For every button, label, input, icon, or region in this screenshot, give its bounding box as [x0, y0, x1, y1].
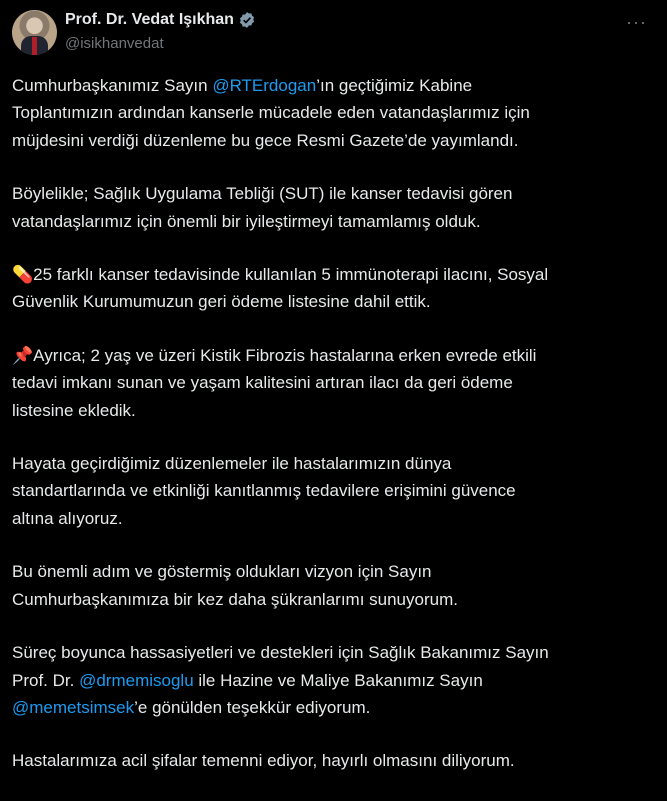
text-segment: Böylelikle; Sağlık Uygulama Tebliği (SUT) ile kanser tedavisi gören — [12, 184, 513, 204]
text-line — [12, 450, 652, 477]
tweet-paragraph — [12, 558, 652, 613]
text-segment: ile Hazine ve Maliye Bakanımız Sayın — [193, 670, 483, 690]
more-options-icon[interactable]: ··· — [626, 12, 647, 32]
text-segment: Cumhurbaşkanımıza bir kez daha şükranlarımı sunuyorum. — [12, 589, 458, 609]
text-line — [12, 72, 652, 99]
tweet-paragraph — [12, 342, 652, 424]
tweet-paragraph — [12, 450, 652, 532]
text-line — [12, 369, 652, 396]
text-line — [12, 586, 652, 613]
text-line — [12, 180, 652, 207]
author-name-row — [65, 11, 256, 29]
text-segment: Güvenlik Kurumumuzun geri ödeme listesine dahil ettik. — [12, 292, 431, 312]
text-line — [12, 639, 652, 666]
text-segment: ’ın geçtiğimiz Kabine — [316, 76, 473, 95]
text-segment: Cumhurbaşkanımız Sayın — [12, 76, 213, 95]
text-segment: altına alıyoruz. — [12, 508, 123, 528]
tweet-paragraph — [12, 261, 652, 316]
text-segment: müjdesini verdiği düzenleme bu gece Resmi Gazete’de yayımlandı. — [12, 130, 519, 150]
text-line — [12, 747, 652, 774]
tweet-paragraph — [12, 72, 652, 154]
text-segment: Hayata geçirdiğimiz düzenlemeler ile hastalarımızın dünya — [12, 454, 452, 474]
text-segment: tedavi imkanı sunan ve yaşam kalitesini artıran ilacı da geri ödeme — [12, 373, 513, 393]
text-segment: ’e gönülden teşekkür ediyorum. — [134, 697, 371, 717]
tweet-text — [12, 72, 652, 801]
text-segment: Toplantımızın ardından kanserle mücadele eden vatandaşlarımız için — [12, 103, 530, 123]
text-line — [12, 505, 652, 532]
text-line — [12, 288, 652, 315]
text-line — [12, 208, 652, 235]
mention-link[interactable]: @memetsimsek — [12, 697, 135, 717]
author-name[interactable]: Prof. Dr. Vedat Işıkhan — [65, 11, 234, 28]
text-segment: Süreç boyunca hassasiyetleri ve destekleri için Sağlık Bakanımız Sayın — [12, 643, 549, 663]
mention-link[interactable]: @drmemisoglu — [79, 670, 194, 690]
tweet-paragraph — [12, 747, 652, 774]
text-segment: listesine ekledik. — [12, 400, 136, 420]
text-segment: Bu önemli adım ve göstermiş oldukları vizyon için Sayın — [12, 562, 432, 582]
text-segment: vatandaşlarımız için önemli bir iyileştirmeyi tamamlamış olduk. — [12, 211, 481, 231]
text-line — [12, 477, 652, 504]
tweet-paragraph — [12, 180, 652, 235]
tweet-header — [12, 10, 655, 58]
text-line — [12, 99, 652, 126]
text-segment: standartlarında ve etkinliği kanıtlanmış tedavilere erişimini güvence — [12, 481, 516, 501]
author-handle[interactable]: @isikhanvedat — [65, 35, 164, 52]
text-segment: 25 farklı kanser tedavisinde kullanılan 5 immünoterapi ilacını, Sosyal — [33, 265, 549, 285]
text-line — [12, 397, 652, 424]
text-line — [12, 342, 652, 369]
text-line — [12, 558, 652, 585]
text-segment: Hastalarımıza acil şifalar temenni ediyor, hayırlı olmasını diliyorum. — [12, 751, 515, 771]
mention-link[interactable]: @RTErdogan — [212, 76, 317, 95]
tweet-paragraph — [12, 639, 652, 721]
text-line — [12, 127, 652, 154]
text-segment: Prof. Dr. — [12, 670, 80, 690]
avatar[interactable] — [12, 10, 57, 55]
text-segment: Ayrıca; 2 yaş ve üzeri Kistik Fibrozis hastalarına erken evrede etkili — [33, 345, 537, 365]
pill-icon: 💊 — [12, 265, 34, 285]
text-line — [12, 667, 652, 694]
text-line — [12, 694, 652, 721]
pushpin-icon: 📌 — [12, 345, 34, 365]
text-line — [12, 261, 652, 288]
verified-badge-icon — [238, 11, 256, 29]
